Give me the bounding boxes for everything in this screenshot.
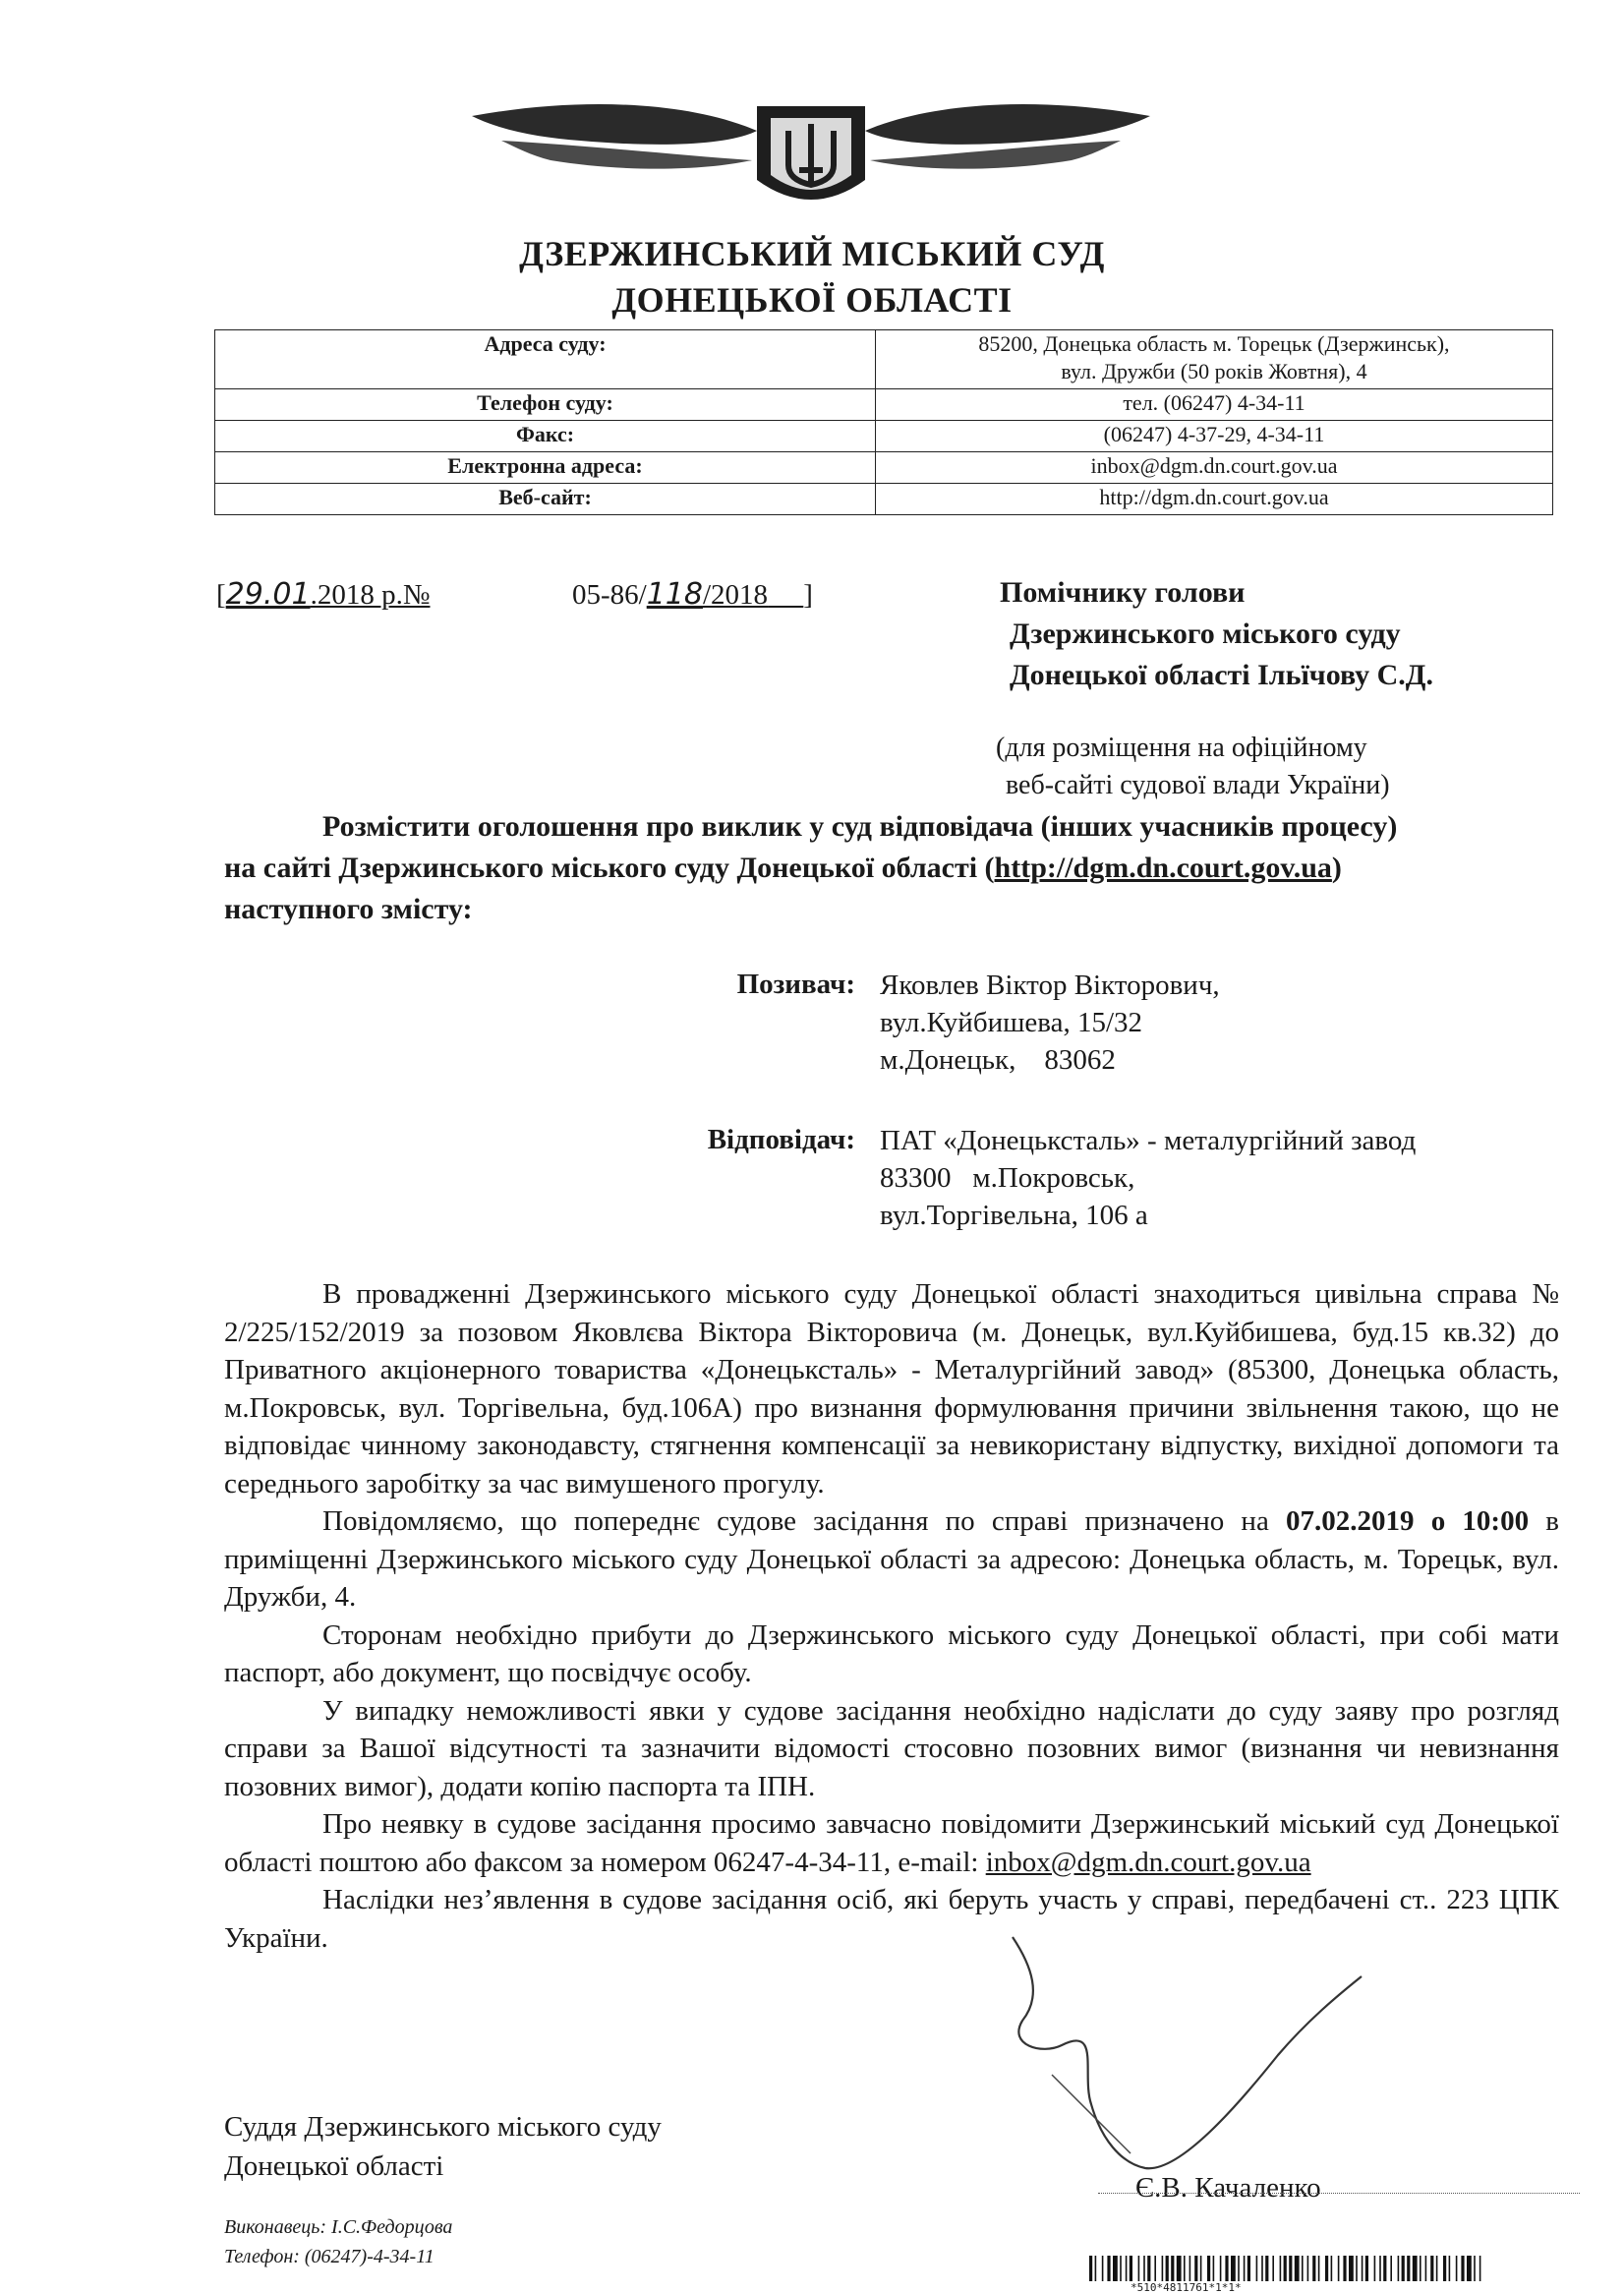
defendant-postcode-city: 83300 м.Покровськ, [880, 1162, 1135, 1194]
request-line3: наступного змісту: [224, 893, 473, 925]
website-label: Веб-сайт: [215, 484, 876, 515]
addressee-line3: Донецької області Ільїчову С.Д. [1010, 659, 1433, 691]
address-value [876, 330, 1553, 389]
request-block [224, 806, 1559, 930]
handwritten-date: 29.01 [225, 577, 311, 612]
hearing-datetime: 07.02.2019 о 10:00 [1286, 1505, 1530, 1537]
paragraph-hearing: Повідомляємо, що попереднє судове засідання по справі призначено на 07.02.2019 о 10:00 в приміщенні Дзержинського міського суду Донецької області за адресою: Донецька область, м. Торецьк, вул. Дружби, 4. [224, 1505, 1559, 1613]
phone-label: Телефон суду: [215, 389, 876, 421]
request-line2: на сайті Дзержинського міського суду Донецької області (http://dgm.dn.court.gov.ua) [224, 852, 1342, 884]
court-name-line2: ДОНЕЦЬКОЇ ОБЛАСТІ [611, 280, 1013, 320]
open-bracket: [ [216, 579, 226, 611]
email-value: inbox@dgm.dn.court.gov.ua [876, 452, 1553, 484]
address-line2: вул. Дружби (50 років Жовтня), 4 [1061, 359, 1367, 383]
addressee-line1: Помічнику голови [1000, 576, 1246, 609]
fax-value: (06247) 4-37-29, 4-34-11 [876, 421, 1553, 452]
number-suffix: /2018 [702, 579, 769, 611]
footer [224, 2212, 452, 2271]
website-value: http://dgm.dn.court.gov.ua [876, 484, 1553, 515]
court-info-table [214, 329, 1553, 515]
addressee-line2: Дзержинського міського суду [1010, 618, 1401, 650]
defendant-details [880, 1122, 1416, 1234]
signature-icon [983, 1927, 1396, 2183]
paragraph-consequences: Наслідки нез’явлення в судове засідання осіб, які беруть участь у справі, передбачені ст.. 223 ЦПК України. [224, 1884, 1559, 1954]
plaintiff-city: м.Донецьк, 83062 [880, 1044, 1116, 1076]
paragraph-absence: У випадку неможливості явки у судове засідання необхідно надіслати до суду заяву про розгляд справи за Вашої відсутності та зазначити відомості стосовно позовних вимог (визнання чи невизнання позовних вимог), додати копію паспорта та ІПН. [224, 1694, 1559, 1802]
address-label: Адреса суду: [215, 330, 876, 389]
paragraph-notify: Про неявку в судове засідання просимо завчасно повідомити Дзержинський міський суд Донецької області поштою або факсом за номером 06247-4-34-11, e-mail: inbox@dgm.dn.court.gov.ua [224, 1808, 1559, 1878]
phone-value: тел. (06247) 4-34-11 [876, 389, 1553, 421]
defendant-street: вул.Торгівельна, 106 а [880, 1200, 1148, 1231]
defendant-name: ПАТ «Донецьксталь» - металургійний завод [880, 1125, 1417, 1156]
fax-label: Факс: [215, 421, 876, 452]
addressee [1000, 572, 1433, 696]
request-line1: Розмістити оголошення про виклик у суд відповідача (інших учасників процесу) [322, 810, 1398, 843]
email-label: Електронна адреса: [215, 452, 876, 484]
court-name-line1: ДЗЕРЖИНСЬКИЙ МІСЬКИЙ СУД [519, 234, 1105, 273]
executor-phone: Телефон: (06247)-4-34-11 [224, 2246, 435, 2267]
executor-text: Виконавець: І.С.Федорцова [224, 2216, 453, 2238]
note-line1: (для розміщення на офіційному [996, 733, 1367, 763]
notice-body [224, 1275, 1559, 1957]
judge-name: Є.В. Качаленко [1135, 2172, 1321, 2204]
trident-emblem-icon [462, 87, 1160, 214]
table-row [215, 330, 1553, 389]
note-line2: веб-сайті судової влади України) [1006, 770, 1390, 800]
table-row [215, 421, 1553, 452]
doc-reference [216, 578, 430, 612]
address-line1: 85200, Донецька область м. Торецьк (Дзержинськ), [978, 331, 1450, 356]
table-row [215, 484, 1553, 515]
paragraph-case: В провадженні Дзержинського міського суду Донецької області знаходиться цивільна справа № 2/225/152/2019 за позовом Яковлєва Віктора Вікторовича (м. Донецьк, вул.Куйбишева, буд.15 кв.32) до Приватного акціонерного товариства «Донецьксталь» - Металургійний завод» (85300, Донецька область, м.Покровськ, вул. Торгівельна, буд.106А) про визнання формулювання причини звільнення такою, що не відповідає чинному законодавсту, стягнення компенсації за невикористану відпустку, вихідної допомоги та середнього заробітку за час вимушеного прогулу. [224, 1278, 1559, 1500]
judge-title-line1: Суддя Дзержинського міського суду [224, 2111, 662, 2143]
table-row [215, 389, 1553, 421]
judge-title-line2: Донецької області [224, 2150, 444, 2182]
placement-note [996, 730, 1390, 804]
divider [1098, 2193, 1580, 2194]
plaintiff-name: Яковлев Віктор Вікторович, [880, 970, 1220, 1001]
table-row [215, 452, 1553, 484]
number-prefix: 05-86/ [572, 579, 647, 611]
plaintiff-details [880, 967, 1220, 1079]
barcode-icon [1089, 2256, 1482, 2281]
plaintiff-label: Позивач: [736, 969, 855, 1000]
doc-number [572, 578, 813, 612]
judge-title [224, 2107, 662, 2186]
paragraph-attendance: Сторонам необхідно прибути до Дзержинського міського суду Донецької області, при собі мати паспорт, або документ, що посвідчує особу. [224, 1618, 1559, 1688]
close-bracket: ] [803, 579, 813, 611]
barcode-number: *510*4811761*1*1* [1131, 2281, 1242, 2294]
email-link[interactable]: inbox@dgm.dn.court.gov.ua [985, 1846, 1311, 1878]
printed-date: .2018 р.№ [310, 579, 431, 611]
website-link[interactable]: http://dgm.dn.court.gov.ua [994, 852, 1332, 884]
plaintiff-street: вул.Куйбишева, 15/32 [880, 1007, 1143, 1038]
handwritten-number: 118 [646, 577, 703, 612]
defendant-label: Відповідач: [707, 1124, 855, 1155]
